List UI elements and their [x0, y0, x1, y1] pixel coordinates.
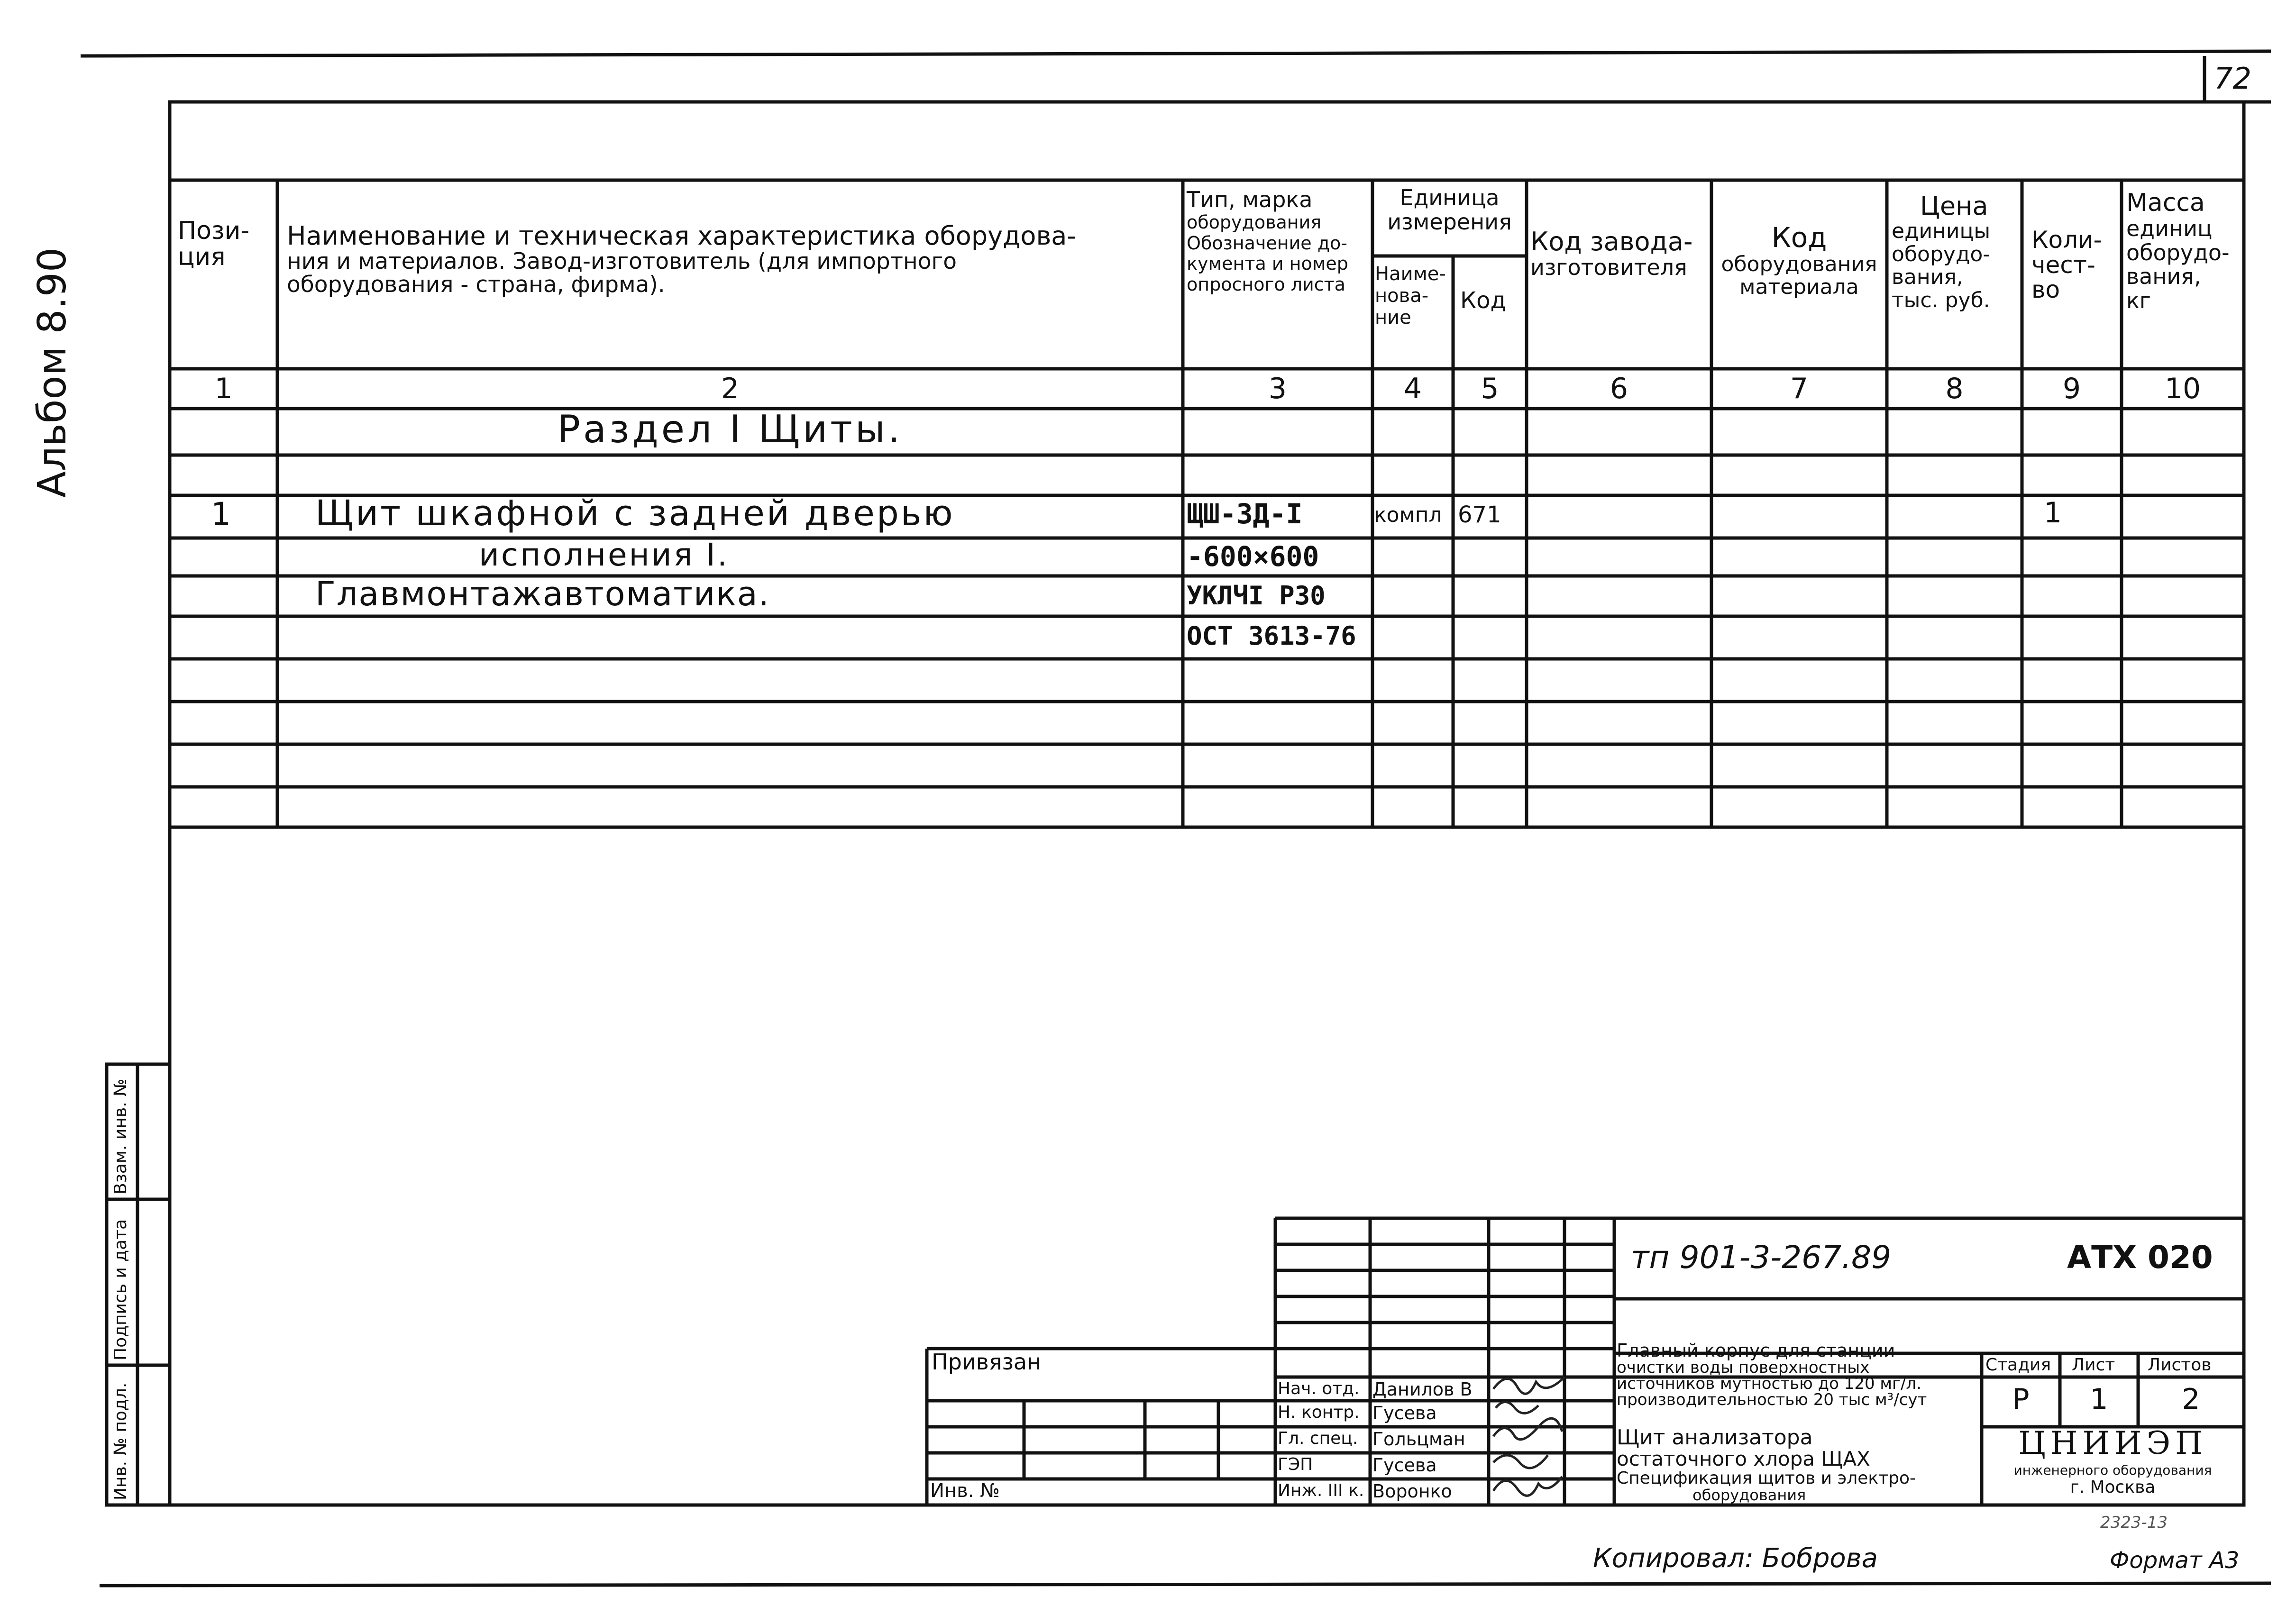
format-label: Формат А3 [2110, 1547, 2240, 1574]
copied-by: Копировал: Боброва [1593, 1543, 1878, 1574]
role-label: Нач. отд. [1278, 1379, 1360, 1398]
privyazan-label: Привязан [932, 1349, 1042, 1375]
inv-no-label: Инв. № [930, 1480, 1000, 1502]
row-name: Щит шкафной с задней дверью [315, 493, 955, 534]
header-name: Наименование и техническая характеристика оборудова- ния и материалов. Завод-изготовитель (для импортного оборудования - страна, фирма). [287, 221, 1076, 298]
album-label: Альбом 8.90 [30, 247, 75, 498]
row-type: УКЛЧI Р30 [1187, 581, 1326, 611]
stage-label: Стадия [1985, 1355, 2051, 1375]
header-position: Пози- ция [178, 217, 250, 271]
colnum-8: 8 [1945, 372, 1964, 405]
row-type: ОСТ 3613-76 [1187, 621, 1356, 651]
side-stamp-signature: Подпись и дата [111, 1219, 130, 1360]
row-quantity: 1 [2043, 496, 2062, 529]
colnum-4: 4 [1403, 372, 1422, 405]
header-unit: Единица измерения [1387, 185, 1512, 235]
header-unit-name: Наиме- нова- ние [1375, 263, 1446, 328]
header-unit-code: Код [1460, 287, 1506, 314]
colnum-7: 7 [1790, 372, 1809, 405]
colnum-10: 10 [2164, 372, 2201, 405]
sheets-label: Листов [2148, 1355, 2212, 1375]
row-name: Главмонтажавтоматика. [315, 575, 770, 613]
sheets-value: 2 [2182, 1383, 2200, 1416]
colnum-2: 2 [721, 372, 740, 405]
signatures [1489, 1356, 1569, 1503]
sheet-reference: 2323-13 [2100, 1513, 2168, 1532]
section-title: Раздел I Щиты. [557, 407, 903, 451]
colnum-1: 1 [214, 372, 233, 405]
sheet-number: 72 [2214, 61, 2251, 96]
colnum-5: 5 [1481, 372, 1499, 405]
sheet-title: Щит анализатора остаточного хлора ЩАХ Спецификация щитов и электро- оборудования [1617, 1425, 1916, 1505]
header-equipment-code: Код оборудования материала [1721, 221, 1877, 300]
role-label: Инж. III к. [1278, 1481, 1364, 1500]
organization-name: ЦНИИЭП [2018, 1425, 2207, 1461]
sheet-label: Лист [2072, 1355, 2115, 1375]
role-label: Гл. спец. [1278, 1429, 1358, 1448]
organization-city: г. Москва [2070, 1478, 2156, 1497]
row-name: исполнения I. [479, 537, 729, 573]
role-name: Воронко [1372, 1481, 1452, 1502]
header-price: Цена единицы оборудо- вания, тыс. руб. [1892, 191, 1991, 312]
row-type: -600×600 [1187, 540, 1319, 573]
organization-sub: инженерного оборудования [2013, 1462, 2212, 1478]
sheet-value: 1 [2090, 1383, 2108, 1416]
colnum-9: 9 [2062, 372, 2081, 405]
role-name: Данилов В [1372, 1379, 1473, 1400]
stage-value: Р [2012, 1383, 2030, 1416]
header-type: Тип, марка оборудования Обозначение до- кумента и номер опросного листа [1187, 187, 1348, 295]
header-mass: Масса единиц оборудо- вания, кг [2126, 189, 2230, 313]
project-code: тп 901-3-267.89 [1631, 1239, 1892, 1276]
role-label: Н. контр. [1278, 1403, 1360, 1422]
role-label: ГЭП [1278, 1455, 1313, 1474]
role-name: Гусева [1372, 1455, 1437, 1476]
role-name: Гольцман [1372, 1429, 1465, 1450]
row-position: 1 [211, 496, 231, 532]
object-title: Главный корпус для станции очистки воды поверхностных источников мутностью до 120 мг/л. производительностью 20 тыс м³/сут [1617, 1340, 1927, 1409]
header-quantity: Коли- чест- во [2031, 226, 2102, 303]
role-name: Гусева [1372, 1403, 1437, 1423]
row-type: ЩШ-3Д-I [1187, 498, 1303, 530]
colnum-3: 3 [1268, 372, 1287, 405]
row-unit: компл [1374, 503, 1442, 527]
drawing-code: АТХ 020 [2067, 1239, 2213, 1276]
side-stamp-replacement: Взам. инв. № [111, 1078, 130, 1195]
row-code: 671 [1458, 502, 1501, 528]
colnum-6: 6 [1610, 372, 1628, 405]
side-stamp-inv: Инв. № подл. [111, 1382, 130, 1500]
header-factory-code: Код завода- изготовителя [1530, 227, 1693, 281]
